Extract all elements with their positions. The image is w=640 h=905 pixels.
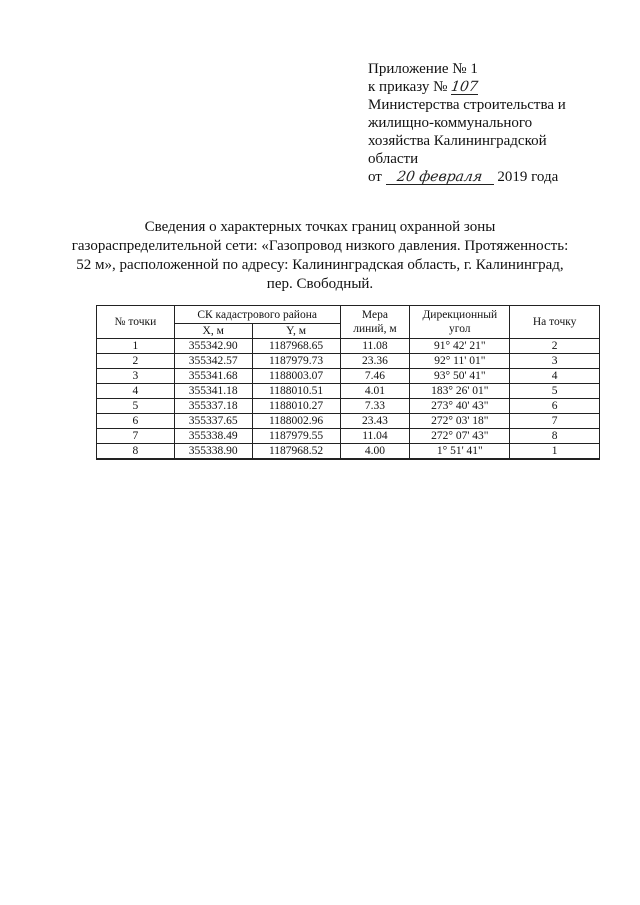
cell-to-point: 2 — [510, 339, 600, 354]
cell-x: 355342.57 — [174, 354, 252, 369]
cell-x: 355338.49 — [174, 429, 252, 444]
cell-point-no: 2 — [97, 354, 175, 369]
boundary-points-table — [96, 305, 600, 460]
cell-point-no: 7 — [97, 429, 175, 444]
cell-y: 1187968.52 — [252, 444, 340, 460]
cell-bearing: 92° 11' 01" — [410, 354, 510, 369]
header-bearing-line-2: угол — [449, 323, 471, 335]
cell-bearing: 273° 40' 43" — [410, 399, 510, 414]
header-point-no: № точки — [97, 306, 175, 339]
cell-to-point: 8 — [510, 429, 600, 444]
header-to-point: На точку — [510, 306, 600, 339]
cell-x: 355337.65 — [174, 414, 252, 429]
cell-point-no: 6 — [97, 414, 175, 429]
heading-line-2: газораспределительной сети: «Газопровод низкого давления. Протяженность: — [71, 238, 569, 254]
heading-line-4: пер. Свободный. — [266, 276, 374, 292]
heading-line-3: 52 м», расположенной по адресу: Калининградская область, г. Калининград, — [76, 257, 564, 273]
table-row — [97, 339, 600, 354]
date-handwritten: 20 февраля — [395, 169, 484, 185]
cell-bearing: 183° 26' 01" — [410, 384, 510, 399]
ministry-line-2: жилищно-коммунального — [368, 115, 533, 131]
cell-length: 11.08 — [340, 339, 410, 354]
order-number-handwritten: 107 — [450, 79, 480, 95]
cell-x: 355342.90 — [174, 339, 252, 354]
document-heading — [40, 218, 600, 294]
appendix-block — [368, 60, 608, 186]
order-prefix: к приказу № — [368, 79, 448, 95]
cell-length: 7.46 — [340, 369, 410, 384]
cell-to-point: 5 — [510, 384, 600, 399]
date-field — [386, 170, 494, 185]
cell-length: 11.04 — [340, 429, 410, 444]
cell-point-no: 4 — [97, 384, 175, 399]
cell-point-no: 5 — [97, 399, 175, 414]
cell-point-no: 8 — [97, 444, 175, 460]
cell-point-no: 3 — [97, 369, 175, 384]
table-body — [97, 339, 600, 460]
cell-length: 23.43 — [340, 414, 410, 429]
cell-to-point: 4 — [510, 369, 600, 384]
cell-length: 4.01 — [340, 384, 410, 399]
cell-to-point: 3 — [510, 354, 600, 369]
date-line — [368, 168, 608, 186]
appendix-title: Приложение № 1 — [368, 61, 478, 77]
header-x: X, м — [174, 324, 252, 339]
header-bearing — [410, 306, 510, 339]
table-row — [97, 399, 600, 414]
cell-to-point: 6 — [510, 399, 600, 414]
cell-to-point: 1 — [510, 444, 600, 460]
cell-point-no: 1 — [97, 339, 175, 354]
ministry-line-3: хозяйства Калининградской — [368, 133, 547, 149]
header-bearing-line-1: Дирекционный — [422, 309, 498, 321]
cell-x: 355341.18 — [174, 384, 252, 399]
cell-bearing: 1° 51' 41" — [410, 444, 510, 460]
header-coord-system: СК кадастрового района — [174, 306, 340, 324]
cell-y: 1187979.73 — [252, 354, 340, 369]
cell-bearing: 93° 50' 41" — [410, 369, 510, 384]
table-row — [97, 414, 600, 429]
cell-y: 1187968.65 — [252, 339, 340, 354]
cell-y: 1188002.96 — [252, 414, 340, 429]
header-length-line-2: линий, м — [353, 323, 397, 335]
cell-x: 355341.68 — [174, 369, 252, 384]
header-length-line-1: Мера — [361, 309, 388, 321]
cell-y: 1188010.51 — [252, 384, 340, 399]
table-row — [97, 384, 600, 399]
header-length — [340, 306, 410, 339]
cell-y: 1188010.27 — [252, 399, 340, 414]
cell-y: 1188003.07 — [252, 369, 340, 384]
table-row — [97, 354, 600, 369]
cell-bearing: 272° 07' 43" — [410, 429, 510, 444]
table-row — [97, 444, 600, 460]
cell-y: 1187979.55 — [252, 429, 340, 444]
cell-length: 7.33 — [340, 399, 410, 414]
cell-length: 23.36 — [340, 354, 410, 369]
header-y: Y, м — [252, 324, 340, 339]
cell-length: 4.00 — [340, 444, 410, 460]
table-row — [97, 429, 600, 444]
cell-bearing: 91° 42' 21" — [410, 339, 510, 354]
order-number-field — [451, 80, 478, 95]
date-suffix: 2019 года — [497, 169, 559, 185]
heading-line-1: Сведения о характерных точках границ охранной зоны — [144, 219, 496, 235]
order-line — [368, 78, 608, 96]
ministry-line-1: Министерства строительства и — [368, 97, 566, 113]
cell-to-point: 7 — [510, 414, 600, 429]
date-prefix: от — [368, 169, 382, 185]
ministry-line-4: области — [368, 151, 419, 167]
cell-x: 355337.18 — [174, 399, 252, 414]
table-row — [97, 369, 600, 384]
cell-x: 355338.90 — [174, 444, 252, 460]
cell-bearing: 272° 03' 18" — [410, 414, 510, 429]
